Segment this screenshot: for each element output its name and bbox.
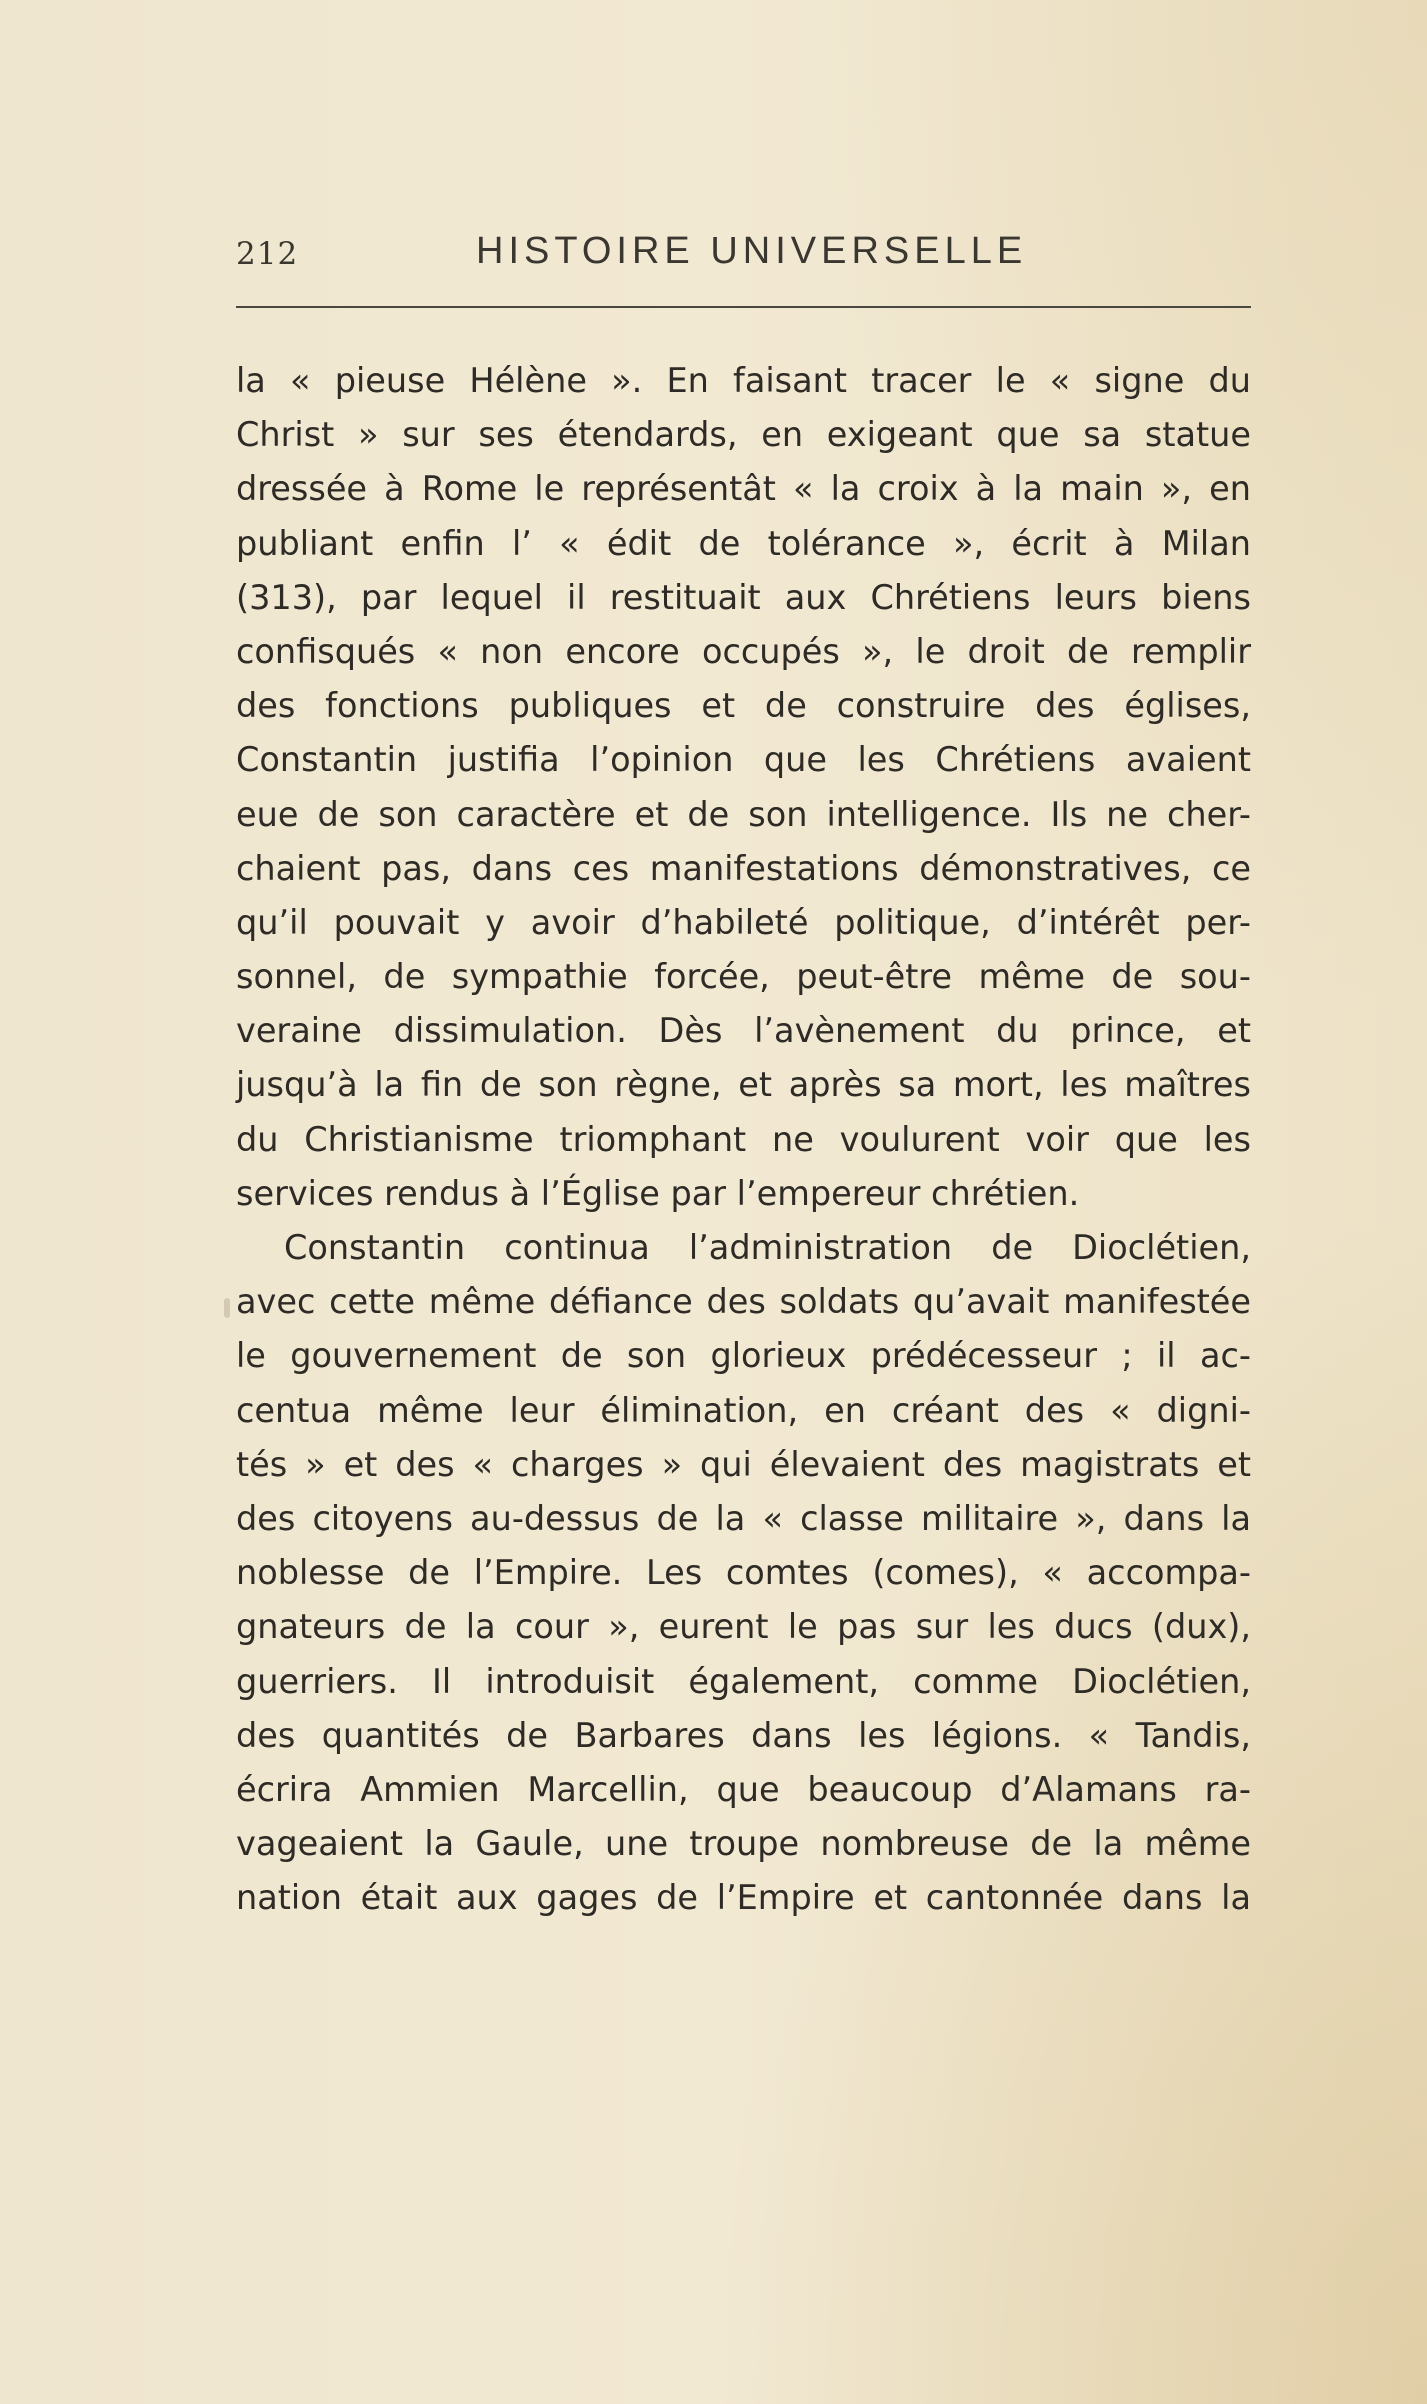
text-line: sonnel, de sympathie forcée, peut-être même de sou- [236, 957, 1251, 997]
text-line: des citoyens au-dessus de la « classe militaire », dans la [236, 1498, 1251, 1538]
text-line: des quantités de Barbares dans les légions. « Tandis, [236, 1715, 1251, 1755]
text-line: dressée à Rome le représentât « la croix à la main », en [236, 469, 1251, 509]
text-line: nation était aux gages de l’Empire et cantonnée dans la [236, 1878, 1251, 1918]
running-title: HISTOIRE UNIVERSELLE [476, 230, 1028, 272]
paragraph-2 [236, 1221, 1251, 1925]
text-line: Constantin justifia l’opinion que les Chrétiens avaient [236, 740, 1251, 780]
ink-smudge [224, 1298, 230, 1318]
header-rule [236, 306, 1251, 308]
text-line: la « pieuse Hélène ». En faisant tracer le « signe du [236, 361, 1251, 400]
text-line: des fonctions publiques et de construire des églises, [236, 686, 1251, 726]
text-line: jusqu’à la fin de son règne, et après sa mort, les maîtres [236, 1065, 1251, 1105]
text-line: publiant enfin l’ « édit de tolérance », écrit à Milan [236, 523, 1251, 563]
text-line: veraine dissimulation. Dès l’avènement du prince, et [236, 1011, 1251, 1051]
page-header [236, 230, 1251, 280]
body-text [236, 354, 1251, 1925]
text-line: avec cette même défiance des soldats qu’avait manifestée [236, 1282, 1251, 1322]
page-number: 212 [236, 236, 299, 272]
text-line: gnateurs de la cour », eurent le pas sur les ducs (dux), [236, 1607, 1251, 1647]
text-line: du Christianisme triomphant ne voulurent voir que les [236, 1119, 1251, 1159]
text-line: services rendus à l’Église par l’empereur chrétien. [236, 1173, 1080, 1213]
text-line: eue de son caractère et de son intelligence. Ils ne cher- [236, 794, 1251, 834]
text-line: confisqués « non encore occupés », le droit de remplir [236, 631, 1251, 671]
text-line: centua même leur élimination, en créant des « digni- [236, 1390, 1251, 1430]
text-line: écrira Ammien Marcellin, que beaucoup d’Alamans ra- [236, 1769, 1251, 1809]
text-line: le gouvernement de son glorieux prédécesseur ; il ac- [236, 1336, 1251, 1376]
text-line: chaient pas, dans ces manifestations démonstratives, ce [236, 848, 1251, 888]
text-line: Christ » sur ses étendards, en exigeant que sa statue [236, 415, 1251, 455]
text-line: guerriers. Il introduisit également, comme Dioclétien, [236, 1661, 1251, 1701]
text-line: qu’il pouvait y avoir d’habileté politique, d’intérêt per- [236, 902, 1251, 942]
text-line: noblesse de l’Empire. Les comtes (comes), « accompa- [236, 1553, 1251, 1593]
text-line: Constantin continua l’administration de Dioclétien, [284, 1228, 1251, 1267]
text-line: vageaient la Gaule, une troupe nombreuse de la même [236, 1824, 1251, 1864]
paragraph-1 [236, 354, 1251, 1221]
text-line: tés » et des « charges » qui élevaient des magistrats et [236, 1444, 1251, 1484]
text-line: (313), par lequel il restituait aux Chrétiens leurs biens [236, 577, 1251, 617]
